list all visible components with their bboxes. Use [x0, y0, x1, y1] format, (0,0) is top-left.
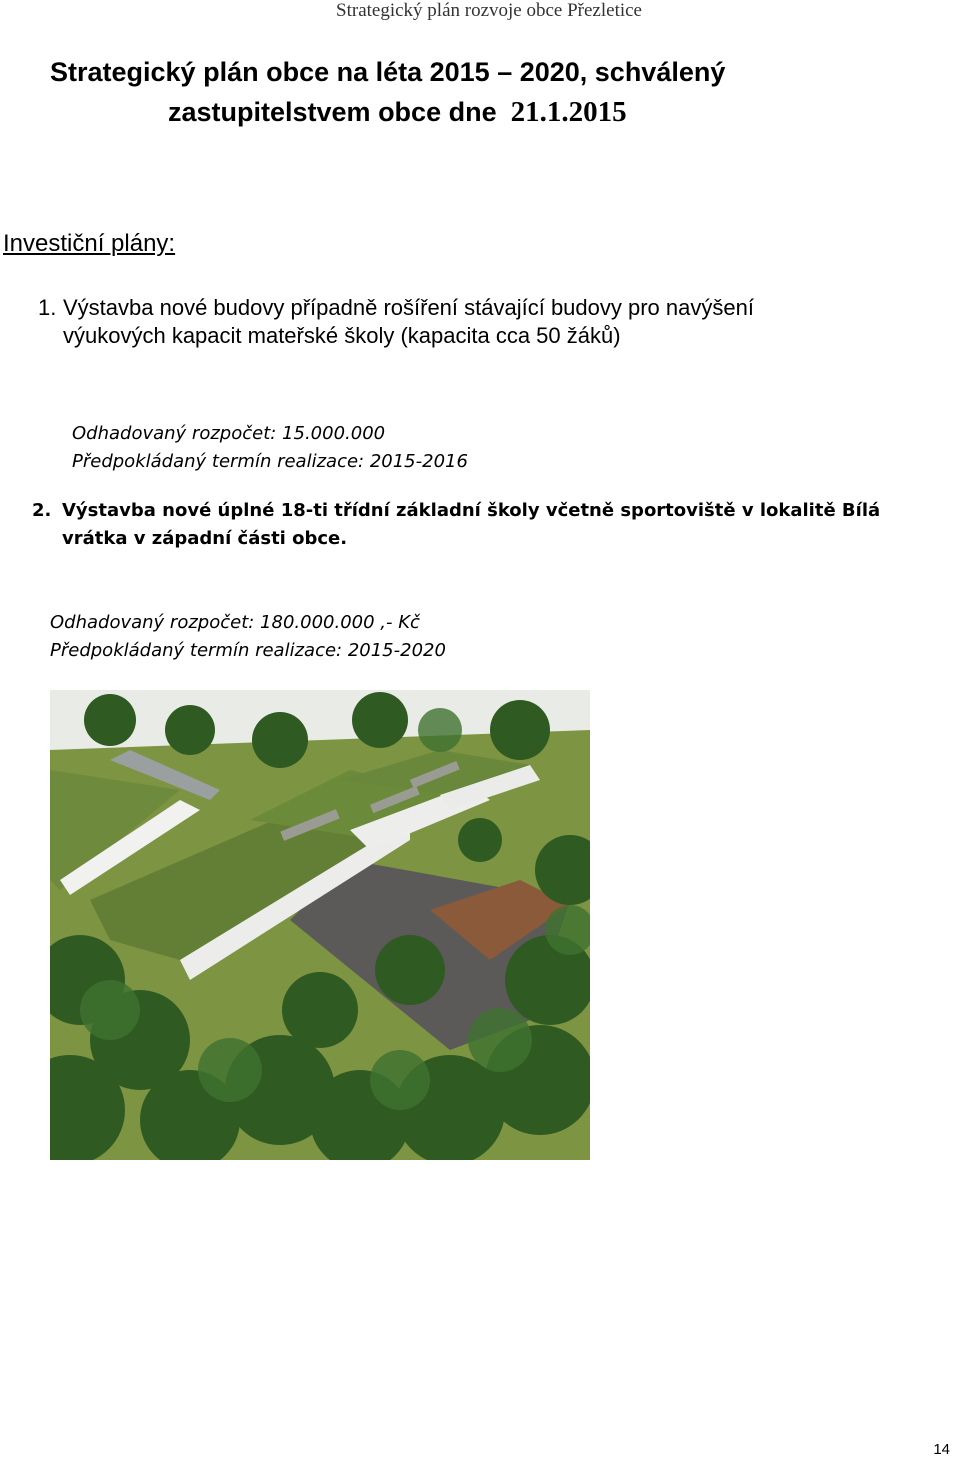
item-1-details [72, 420, 468, 476]
item-1-budget: Odhadovaný rozpočet: 15.000.000 [72, 423, 386, 444]
title-line-2 [50, 92, 850, 132]
item-1-term: Předpokládaný termín realizace: 2015-2016 [72, 451, 468, 472]
school-architectural-render [50, 690, 590, 1160]
item-2-details [50, 609, 446, 665]
running-header: Strategický plán rozvoje obce Přezletice [336, 0, 642, 21]
investment-item-1 [38, 294, 798, 350]
item-number: 1. [38, 295, 57, 320]
page-number: 14 [933, 1441, 950, 1458]
item-number: 2. [32, 500, 52, 521]
item-text: Výstavba nové budovy případně rošíření stávající budovy pro navýšení výukových kapacit mateřské školy (kapacita cca 50 žáků) [63, 295, 754, 348]
title-line-1: Strategický plán obce na léta 2015 – 2020, schválený [50, 57, 726, 87]
render-illustration [50, 690, 590, 1160]
title-line-2-text: zastupitelstvem obce dne [168, 97, 497, 127]
section-heading: Investiční plány: [3, 230, 176, 257]
page-title [50, 52, 850, 132]
approval-date: 21.1.2015 [510, 96, 627, 128]
item-2-term: Předpokládaný termín realizace: 2015-2020 [50, 640, 446, 661]
item-text: Výstavba nové úplné 18-ti třídní základní školy včetně sportoviště v lokalitě Bílá vrátka v západní části obce. [62, 500, 881, 549]
investment-item-2 [32, 497, 932, 553]
item-2-budget: Odhadovaný rozpočet: 180.000.000 ,- Kč [50, 612, 420, 633]
